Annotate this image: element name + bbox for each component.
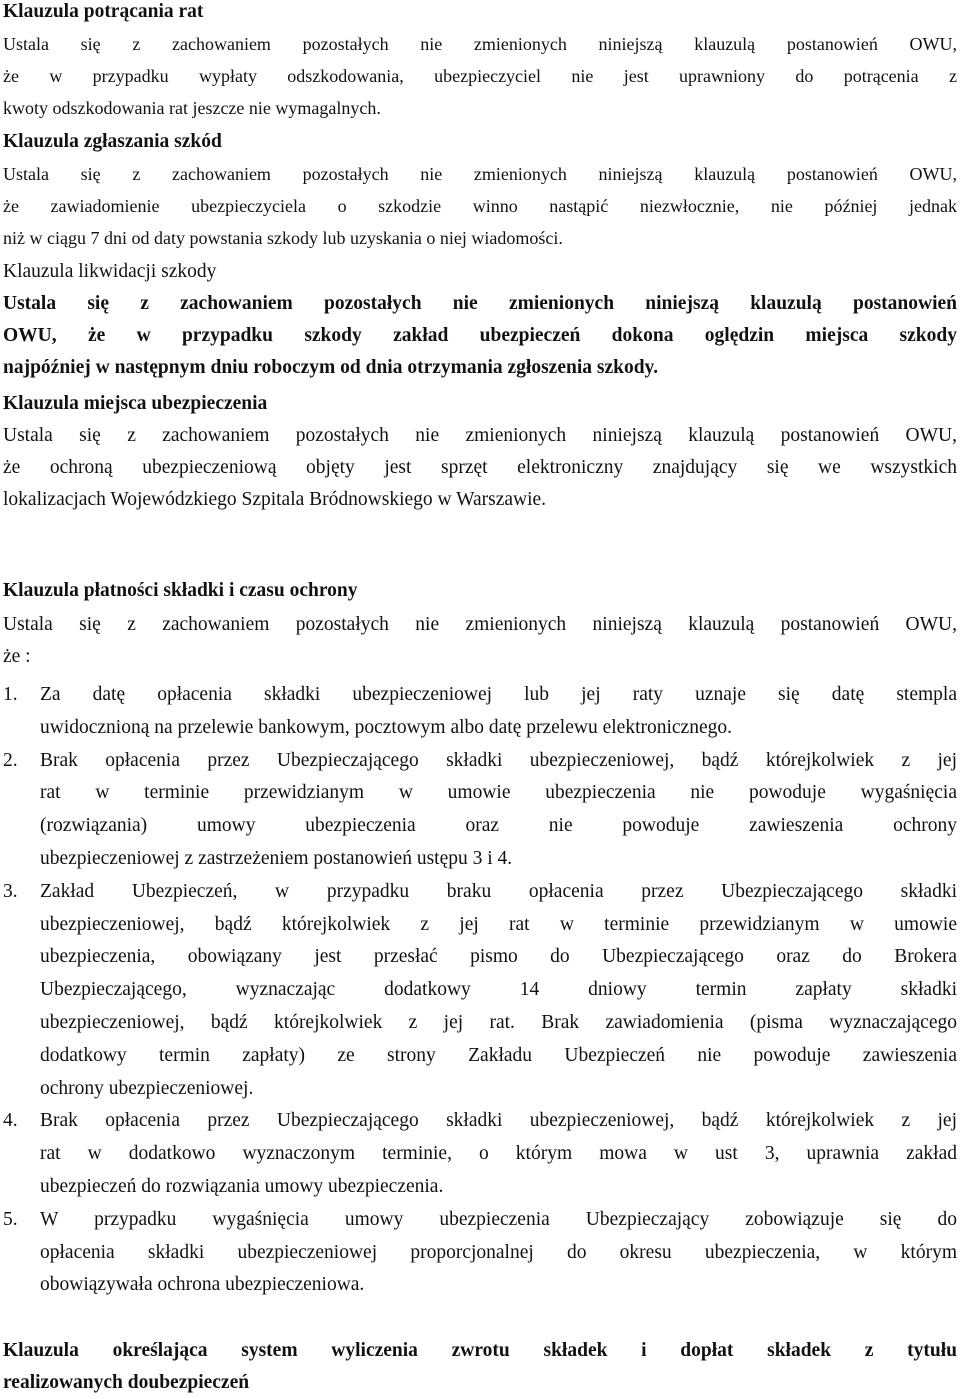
list-item-line: ubezpieczeniowej, bądź którejkolwiek z jej rat w terminie przewidzianym w umowie [40,913,957,935]
section-title: Klauzula likwidacji szkody [3,261,217,282]
section-title: Klauzula potrącania rat [3,1,204,22]
list-item-line: W przypadku wygaśnięcia umowy ubezpieczenia Ubezpieczający zobowiązuje się do [40,1208,957,1230]
list-number: 3. [3,880,18,902]
paragraph-line: że zawiadomienie ubezpieczyciela o szkodzie winno nastąpić niezwłocznie, nie później jednak [3,196,957,216]
paragraph-line: Ustala się z zachowaniem pozostałych nie zmienionych niniejszą klauzulą postanowień OWU, [3,425,957,446]
list-item [3,1204,957,1302]
paragraph-line: OWU, że w przypadku szkody zakład ubezpieczeń dokona oględzin miejsca szkody [3,325,957,346]
list-item-line: obowiązywała ochrona ubezpieczeniowa. [40,1274,365,1296]
list-item-line: ubezpieczeniowej z zastrzeżeniem postanowień ustępu 3 i 4. [40,847,513,869]
list-item-line: Za datę opłacenia składki ubezpieczeniowej lub jej raty uznaje się datę stempla [40,684,957,705]
paragraph-line: Ustala się z zachowaniem pozostałych nie zmienionych niniejszą klauzulą postanowień [3,293,957,314]
list-item-line: opłacenia składki ubezpieczeniowej proporcjonalnej do okresu ubezpieczenia, w którym [40,1241,957,1263]
clause-damage-reporting [3,126,957,254]
payment-conditions-list [3,679,957,1302]
clause-premium-payment [3,575,957,673]
list-number: 2. [3,749,18,771]
list-item-line: Brak opłacenia przez Ubezpieczającego składki ubezpieczeniowej, bądź którejkolwiek z jej [40,749,957,771]
paragraph-line: że : [3,646,31,667]
list-item-line: ubezpieczeń do rozwiązania umowy ubezpieczenia. [40,1175,444,1197]
list-number: 4. [3,1110,18,1132]
list-number: 1. [3,684,18,705]
list-item-line: uwidocznioną na przelewie bankowym, pocztowym albo datę przelewu elektronicznego. [40,716,732,738]
list-item [3,876,957,1106]
list-item [3,745,957,876]
paragraph-line: najpóźniej w następnym dniu roboczym od dnia otrzymania zgłoszenia szkody. [3,357,659,378]
clause-claims-settlement [3,256,957,384]
list-item-line: dodatkowy termin zapłaty) ze strony Zakładu Ubezpieczeń nie powoduje zawieszenia [40,1044,957,1066]
list-item-line: Ubezpieczającego, wyznaczając dodatkowy 14 dniowy termin zapłaty składki [40,979,957,1001]
paragraph-line: że w przypadku wypłaty odszkodowania, ubezpieczyciel nie jest uprawniony do potrącenia z [3,66,957,86]
list-item-line: ubezpieczenia, obowiązany jest przesłać pismo do Ubezpieczającego oraz do Brokera [40,946,957,968]
section-title: Klauzula miejsca ubezpieczenia [3,393,268,414]
clause-installments [3,0,957,124]
paragraph-line: niż w ciągu 7 dni od daty powstania szkody lub uzyskania o niej wiadomości. [3,228,563,248]
list-item-line: Brak opłacenia przez Ubezpieczającego składki ubezpieczeniowej, bądź którejkolwiek z jej [40,1110,957,1132]
paragraph-line: kwoty odszkodowania rat jeszcze nie wymagalnych. [3,98,381,118]
paragraph-line: Ustala się z zachowaniem pozostałych nie zmienionych niniejszą klauzulą postanowień OWU, [3,164,957,184]
list-item [3,679,957,745]
list-item-line: (rozwiązania) umowy ubezpieczenia oraz nie powoduje zawieszenia ochrony [40,815,957,837]
list-item-line: Zakład Ubezpieczeń, w przypadku braku opłacenia przez Ubezpieczającego składki [40,880,957,902]
list-item-line: ochrony ubezpieczeniowej. [40,1077,254,1099]
paragraph-line: Ustala się z zachowaniem pozostałych nie zmienionych niniejszą klauzulą postanowień OWU, [3,34,957,54]
clause-insurance-location [3,388,957,516]
section-title: Klauzula określająca system wyliczenia zwrotu składek i dopłat składek z tytułu [3,1340,957,1361]
list-number: 5. [3,1208,18,1230]
section-title: realizowanych doubezpieczeń [3,1372,250,1393]
list-item [3,1105,957,1203]
section-title: Klauzula zgłaszania szkód [3,131,222,152]
list-item-line: ubezpieczeniowej, bądź którejkolwiek z jej rat. Brak zawiadomienia (pisma wyznaczającego [40,1011,957,1033]
clause-refund-calculation [3,1335,957,1399]
paragraph-line: że ochroną ubezpieczeniową objęty jest sprzęt elektroniczny znajdujący się we wszystkich [3,457,957,478]
list-item-line: rat w terminie przewidzianym w umowie ubezpieczenia nie powoduje wygaśnięcia [40,782,957,804]
paragraph-line: Ustala się z zachowaniem pozostałych nie zmienionych niniejszą klauzulą postanowień OWU, [3,614,957,635]
section-title: Klauzula płatności składki i czasu ochrony [3,580,358,601]
paragraph-line: lokalizacjach Wojewódzkiego Szpitala Bródnowskiego w Warszawie. [3,489,547,510]
list-item-line: rat w dodatkowo wyznaczonym terminie, o którym mowa w ust 3, uprawnia zakład [40,1143,957,1165]
